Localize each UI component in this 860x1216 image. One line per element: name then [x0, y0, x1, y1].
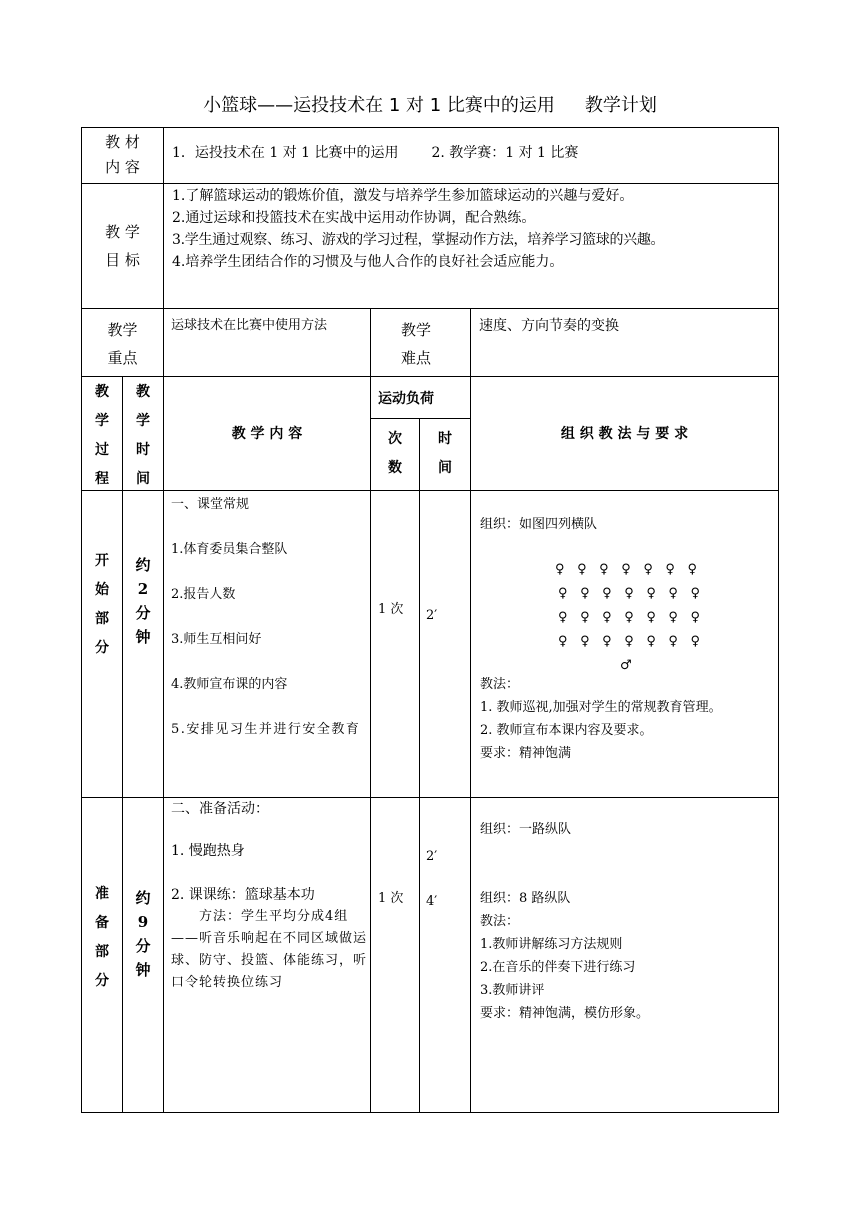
prep-content: 二、准备活动： 1. 慢跑热身 2. 课课练：篮球基本功 方法：学生平均分成4组——听音乐响起在不同区域做运球、防守、投篮、体能练习，听口令轮转换位练习 [171, 801, 368, 990]
title-main: 小篮球——运投技术在 1 对 1 比赛中的运用 [203, 95, 555, 116]
content-label: 教 材 内 容 [105, 133, 140, 176]
content-text: 1．运投技术在 1 对 1 比赛中的运用 2. 教学赛：1 对 1 比赛 [172, 145, 579, 161]
time-start: 约 2 分 钟 [135, 556, 151, 646]
prep-org-1: 组织：一路纵队 [480, 822, 572, 837]
goals-label: 教 学 目 标 [105, 223, 140, 269]
prep-org-2: 组织：8 路纵队 教法： 1.教师讲解练习方法规则 2.在音乐的伴奏下进行练习 3.教师讲评 要求：精神饱满，模仿形象。 [480, 891, 650, 1021]
goal-item: 2.通过运球和投篮技术在实战中运用动作协调，配合熟练。 [172, 210, 536, 226]
time-prep: 约 9 分 钟 [135, 889, 151, 979]
header-time: 教 学 时 间 [136, 384, 150, 487]
start-count: 1 次 [378, 602, 404, 617]
key-text: 运球技术在比赛中使用方法 [171, 318, 328, 333]
formation-row: ♀ ♀ ♀ ♀ ♀ ♀ ♀ [555, 562, 697, 577]
formation-row: ♀ ♀ ♀ ♀ ♀ ♀ ♀ [558, 634, 700, 649]
start-duration: 2′ [426, 608, 438, 623]
prep-duration-2: 4′ [426, 894, 438, 909]
goal-item: 1.了解篮球运动的锻炼价值，激发与培养学生参加篮球运动的兴趣与爱好。 [172, 188, 634, 204]
header-load: 运动负荷 [378, 391, 434, 407]
key-label: 教学 重点 [107, 321, 138, 367]
header-method: 组 织 教 法 与 要 求 [560, 426, 689, 442]
goal-item: 3.学生通过观察、练习、游戏的学习过程，掌握动作方法，培养学习篮球的兴趣。 [172, 232, 665, 248]
goals-list [172, 185, 776, 273]
goal-item: 4.培养学生团结合作的习惯及与他人合作的良好社会适应能力。 [172, 254, 564, 270]
page-title [0, 91, 860, 117]
difficulty-text: 速度、方向节奏的变换 [479, 318, 619, 334]
header-duration: 时 间 [438, 431, 452, 476]
start-method: 教法： 1. 教师巡视,加强对学生的常规教育管理。 2. 教师宣布本课内容及要求。 要求：精神饱满 [480, 677, 722, 761]
prep-duration-1: 2′ [426, 849, 438, 864]
formation-diagram [555, 558, 705, 678]
formation-row: ♀ ♀ ♀ ♀ ♀ ♀ ♀ [558, 586, 700, 601]
header-process: 教 学 过 程 [95, 384, 109, 487]
start-content: 一、课堂常规 1.体育委员集合整队 2.报告人数 3.师生互相问好 4.教师宣布课的内容 5.安排见习生并进行安全教育 [171, 497, 361, 737]
teacher-marker: ♂ [620, 658, 632, 673]
prep-count: 1 次 [378, 891, 404, 906]
formation-row: ♀ ♀ ♀ ♀ ♀ ♀ ♀ [558, 610, 700, 625]
stage-prep: 准 备 部 分 [95, 886, 109, 989]
stage-start: 开 始 部 分 [95, 553, 109, 656]
start-org: 组织：如图四列横队 [480, 517, 598, 532]
difficulty-label: 教学 难点 [400, 321, 431, 367]
header-count: 次 数 [388, 431, 402, 476]
header-content: 教 学 内 容 [231, 426, 303, 442]
title-sub: 教学计划 [584, 95, 657, 116]
